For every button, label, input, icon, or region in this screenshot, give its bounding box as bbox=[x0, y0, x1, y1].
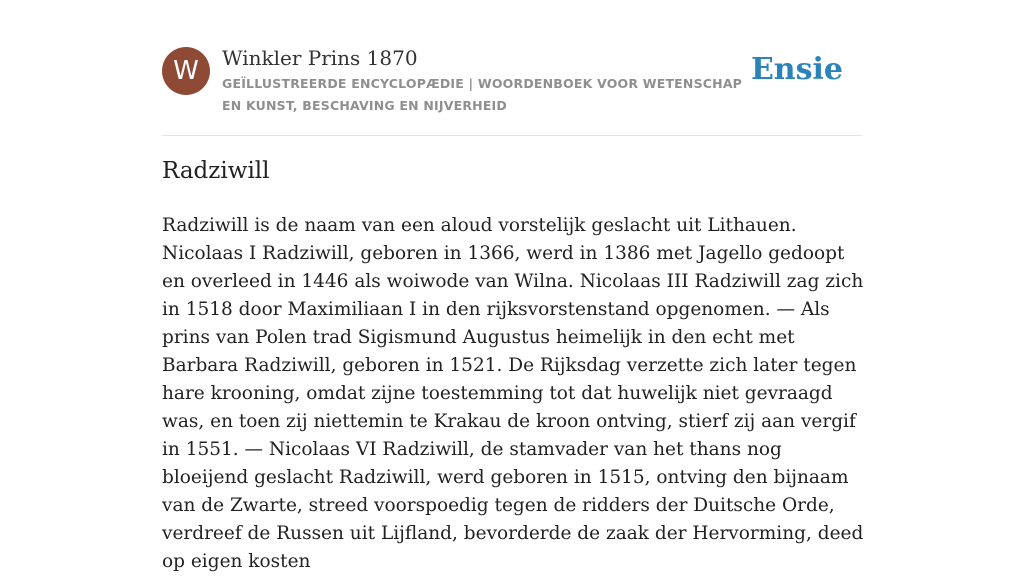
brand-logo[interactable]: Ensie bbox=[750, 52, 843, 87]
article-body: Radziwill is de naam van een aloud vorstelijk geslacht uit Lithauen. Nicolaas I Radziwill, geboren in 1366, werd in 1386 met Jagello gedoopt en overleed in 1446 als woiwode van Wilna. Nicolaas III Radziwill zag zich in 1518 door Maximiliaan I in den rijksvorstenstand opgenomen. — Als prins van Polen trad Sigismund Augustus heimelijk in den echt met Barbara Radziwill, geboren in 1521. De Rijksdag verzette zich later tegen hare krooning, omdat zijne toestemming tot dat huwelijk niet gevraagd was, en toen zij niettemin te Krakau de kroon ontving, stierf zij aan vergif in 1551. — Nicolaas VI Radziwill, de stamvader van het thans nog bloeijend geslacht Radziwill, werd geboren in 1515, ontving den bijnaam van de Zwarte, streed voorspoedig tegen de ridders der Duitsche Orde, verdreef de Russen uit Lijfland, bevorderde de zaak der Hervorming, deed op eigen kosten bbox=[162, 215, 864, 572]
article-title: Radziwill bbox=[162, 158, 270, 184]
source-header bbox=[162, 44, 862, 136]
source-subtitle: GEÏLLUSTREERDE ENCYCLOPÆDIE | WOORDENBOEK VOOR WETENSCHAP EN KUNST, BESCHAVING EN NIJVERHEID bbox=[222, 76, 743, 113]
source-title[interactable]: Winkler Prins 1870 bbox=[222, 46, 418, 70]
source-avatar[interactable]: W bbox=[162, 47, 210, 95]
